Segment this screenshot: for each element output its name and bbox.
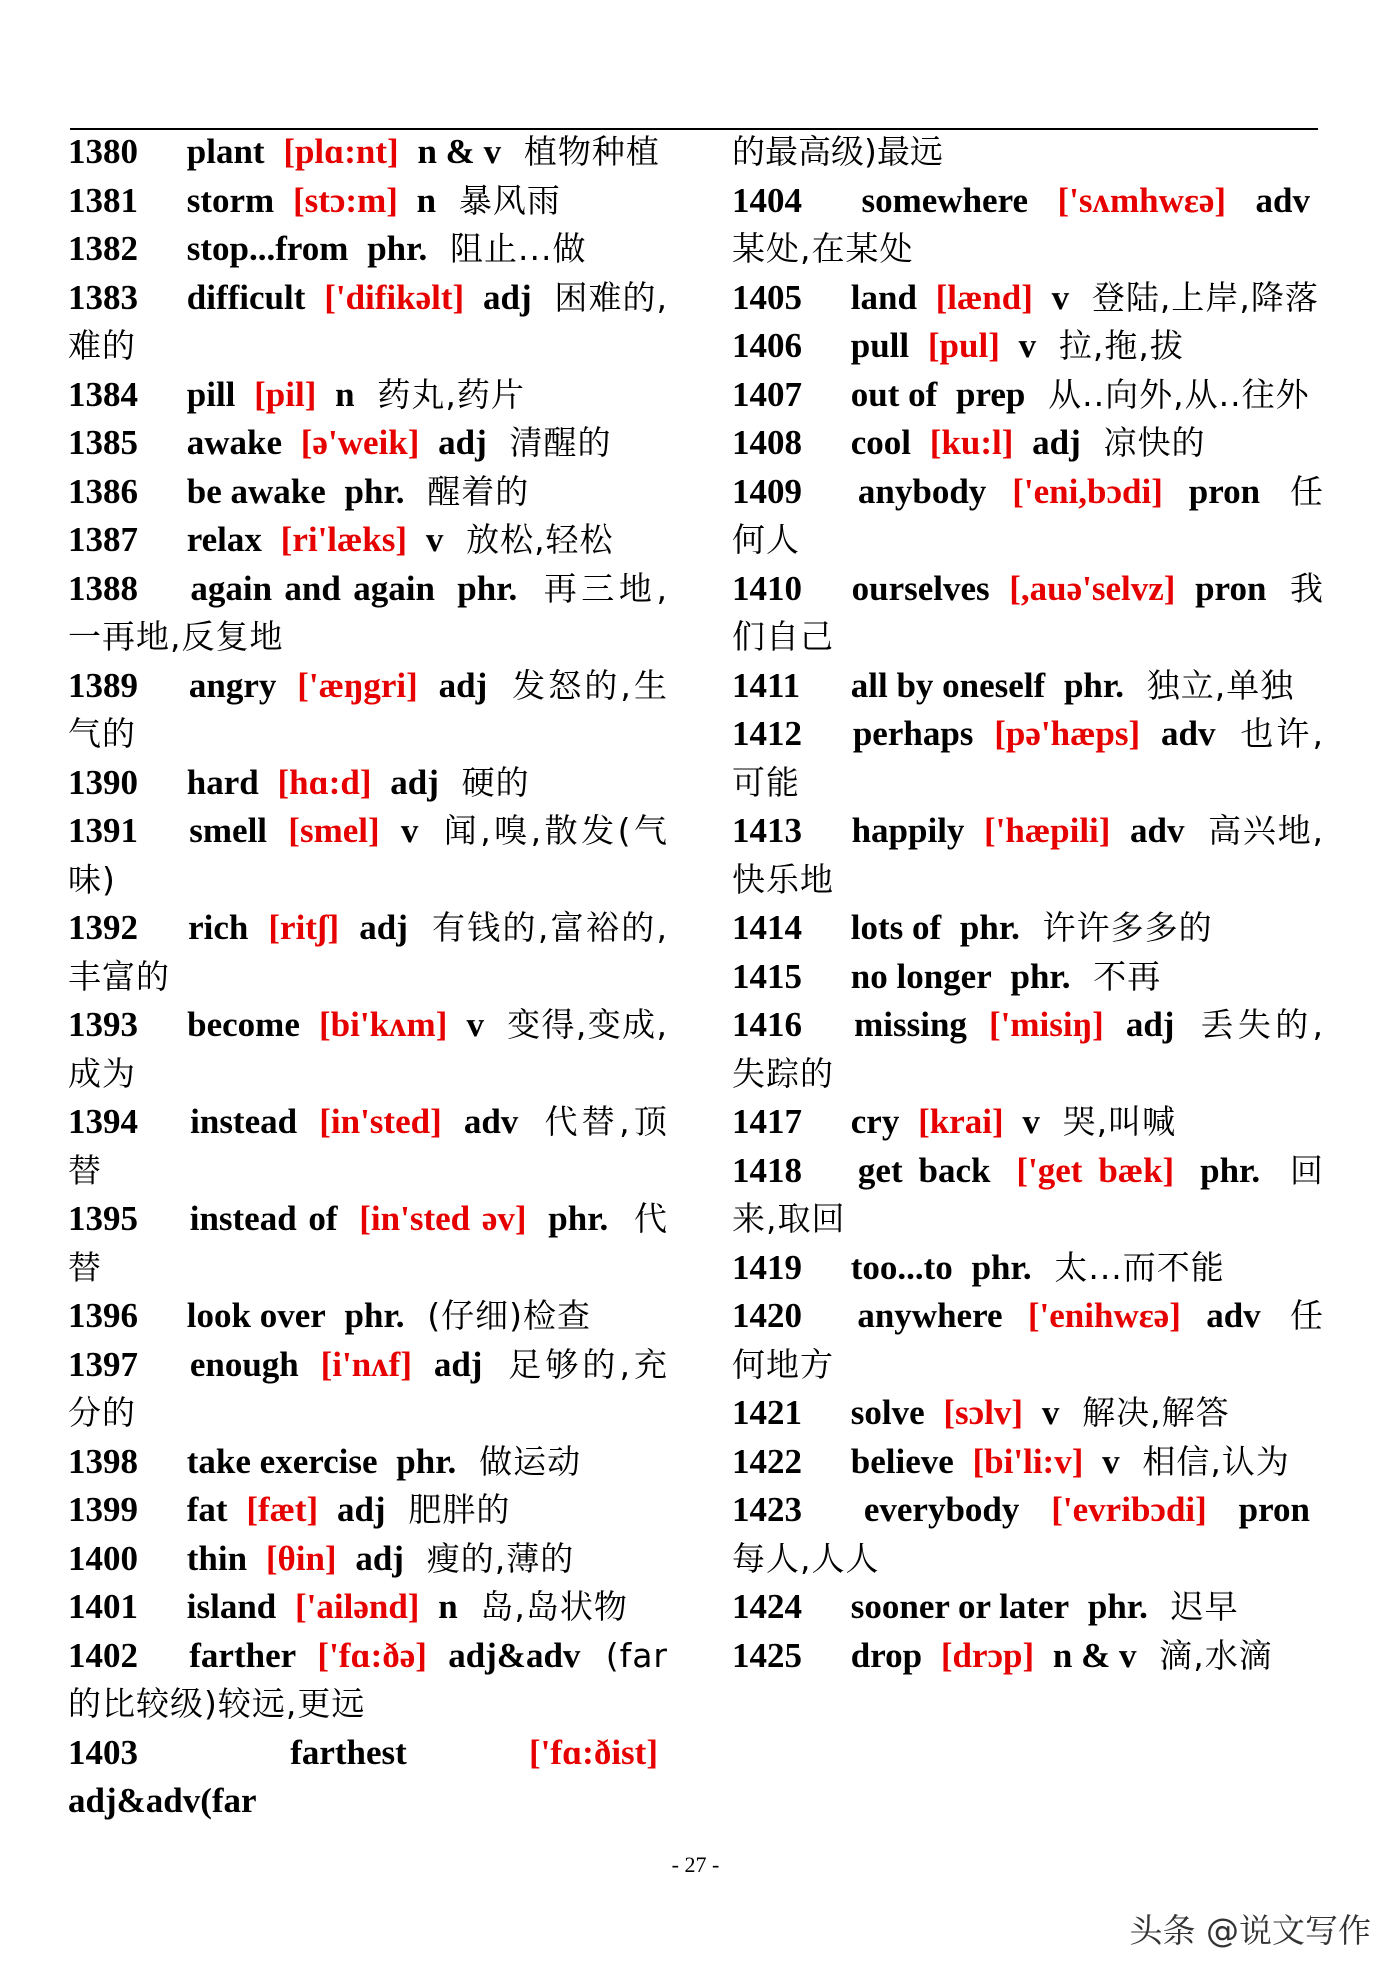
vocab-entry — [68, 1438, 668, 1487]
entry-phonetic: [sɔlv] — [943, 1393, 1024, 1432]
entry-number: 1423 — [732, 1490, 802, 1529]
entry-phonetic: ['difikəlt] — [324, 277, 465, 317]
entry-meaning: 代替,顶替 — [68, 1102, 669, 1190]
entry-word: out of — [850, 374, 938, 414]
entry-number: 1419 — [732, 1247, 802, 1287]
entry-number: 1421 — [732, 1393, 802, 1432]
entry-part-of-speech: phr. — [367, 229, 428, 268]
entry-meaning: 肥胖的 — [408, 1490, 511, 1529]
entry-part-of-speech: adv — [1255, 180, 1310, 220]
entry-meaning: 植物种植 — [523, 132, 660, 171]
entry-part-of-speech: pron — [1188, 471, 1261, 511]
entry-word: pull — [850, 326, 910, 365]
entry-meaning: 放松,轻松 — [466, 520, 614, 559]
entry-part-of-speech: phr. — [548, 1199, 609, 1238]
entry-word: take exercise — [186, 1441, 378, 1481]
entry-phonetic: [i'nʌf] — [320, 1344, 412, 1384]
entry-part-of-speech: v — [400, 811, 419, 850]
entry-meaning: 也许,可能 — [732, 714, 1324, 802]
entry-number: 1394 — [68, 1102, 138, 1141]
entry-number: 1416 — [732, 1005, 802, 1044]
entry-word: look over — [186, 1296, 326, 1335]
entry-part-of-speech: adj — [438, 665, 488, 705]
vocab-entry — [732, 1098, 1324, 1147]
entry-word: anywhere — [857, 1296, 1003, 1335]
vocab-entry — [732, 1292, 1324, 1389]
vocab-entry — [68, 128, 668, 177]
vocab-entry — [68, 468, 668, 517]
entry-word: drop — [850, 1635, 923, 1675]
entry-meaning: 回来,取回 — [732, 1150, 1325, 1238]
entry-part-of-speech: adj — [336, 1490, 386, 1529]
entry-number: 1381 — [68, 180, 138, 220]
entry-word: cool — [850, 423, 912, 462]
vocab-entry — [732, 565, 1324, 662]
entry-phonetic: [drɔp] — [940, 1635, 1035, 1675]
entry-word: be awake — [186, 471, 326, 511]
vocab-entry — [732, 1001, 1324, 1098]
vocab-entry — [68, 807, 668, 904]
entry-number: 1401 — [68, 1587, 138, 1626]
entry-phonetic: [,auə'selvz] — [1009, 568, 1176, 608]
entry-word: again and again — [190, 568, 435, 608]
entry-meaning: 迟早 — [1170, 1587, 1239, 1626]
entry-phonetic: ['enihwεə] — [1027, 1296, 1181, 1335]
vocab-entry — [68, 371, 668, 420]
entry-meaning: 变得,变成,成为 — [68, 1005, 669, 1093]
entry-meaning: 硬的 — [461, 762, 530, 802]
entry-part-of-speech: adj — [390, 762, 439, 802]
entry-phonetic: ['fɑ:ðə] — [317, 1635, 427, 1675]
entry-part-of-speech: v — [1102, 1441, 1120, 1481]
watermark: 头条 @说文写作 — [1129, 1911, 1371, 1950]
entry-number: 1384 — [68, 374, 138, 414]
entry-word: believe — [850, 1441, 954, 1481]
entry-phonetic: [stɔ:m] — [292, 180, 398, 220]
entry-meaning: 暴风雨 — [458, 180, 561, 220]
entry-part-of-speech: phr. — [457, 568, 518, 608]
vocab-entry — [732, 419, 1324, 468]
entry-part-of-speech: prep — [956, 374, 1026, 414]
entry-meaning: 发怒的,生气的 — [68, 665, 669, 753]
entry-number: 1412 — [732, 714, 802, 753]
entry-number: 1417 — [732, 1102, 802, 1141]
right-column — [732, 128, 1324, 1680]
entry-part-of-speech: v — [425, 520, 444, 559]
entry-number: 1388 — [68, 568, 138, 608]
entry-word: plant — [186, 132, 265, 171]
entry-number: 1414 — [732, 908, 802, 947]
entry-part-of-speech: n & v — [1052, 1635, 1137, 1675]
entry-phonetic: [hɑ:d] — [277, 762, 372, 802]
entry-number: 1396 — [68, 1296, 138, 1335]
continuation-label: 的最高级)最远 — [732, 132, 943, 171]
entry-word: rich — [188, 908, 249, 947]
entry-part-of-speech: adj — [355, 1538, 404, 1578]
entry-word: all by oneself — [850, 665, 1046, 705]
entry-part-of-speech: n — [335, 374, 355, 414]
entry-word: farther — [189, 1635, 297, 1675]
entry-number: 1413 — [732, 811, 802, 850]
entry-number: 1407 — [732, 374, 802, 414]
entry-part-of-speech: phr. — [1087, 1587, 1148, 1626]
entry-part-of-speech: v — [466, 1005, 485, 1044]
entry-word: smell — [189, 811, 268, 850]
entry-part-of-speech: phr. — [959, 908, 1020, 947]
entry-word: perhaps — [852, 714, 974, 753]
entry-meaning: 独立,单独 — [1146, 665, 1295, 705]
entry-meaning: 许许多多的 — [1042, 908, 1213, 947]
entry-word: island — [186, 1587, 277, 1626]
left-column — [68, 128, 668, 1826]
entry-phonetic: [ə'weik] — [300, 423, 420, 462]
vocab-entry — [732, 177, 1324, 274]
entry-number: 1398 — [68, 1441, 138, 1481]
entry-phonetic: [bi'kʌm] — [319, 1005, 448, 1044]
entry-phonetic: ['get bæk] — [1016, 1150, 1175, 1190]
entry-word: awake — [186, 423, 283, 462]
entry-number: 1422 — [732, 1441, 802, 1481]
entry-phonetic: [fæt] — [246, 1490, 319, 1529]
entry-meaning: 任何地方 — [732, 1296, 1325, 1384]
entry-meaning: 相信,认为 — [1142, 1441, 1290, 1481]
entry-number: 1410 — [732, 568, 802, 608]
vocab-entry — [68, 565, 668, 662]
vocab-entry — [68, 1486, 668, 1535]
vocab-entry — [68, 1292, 668, 1341]
entry-phonetic: ['æŋgri] — [297, 665, 418, 705]
entry-number: 1404 — [732, 180, 802, 220]
entry-part-of-speech: adv — [1161, 714, 1216, 753]
entry-phonetic: [ku:l] — [929, 423, 1014, 462]
vocab-entry — [732, 1244, 1324, 1293]
entry-meaning: 足够的,充分的 — [68, 1344, 669, 1432]
entry-word: stop...from — [186, 229, 349, 268]
entry-meaning: 拉,拖,拔 — [1058, 326, 1184, 365]
entry-meaning: 药丸,药片 — [377, 374, 525, 414]
vocab-entry — [68, 1098, 668, 1195]
entry-number: 1415 — [732, 956, 802, 996]
entry-meaning: (仔细)检查 — [427, 1296, 592, 1335]
entry-part-of-speech: v — [1022, 1102, 1040, 1141]
entry-meaning: 醒着的 — [427, 471, 530, 511]
vocab-entry — [68, 1195, 668, 1292]
vocab-entry — [68, 1729, 668, 1826]
entry-part-of-speech: adj&adv(far — [68, 1781, 257, 1820]
vocab-entry — [732, 904, 1324, 953]
entry-part-of-speech: adj — [1125, 1005, 1175, 1044]
entry-word: pill — [186, 374, 236, 414]
entry-word: become — [187, 1005, 300, 1044]
entry-number: 1383 — [68, 277, 138, 317]
entry-number: 1397 — [68, 1344, 138, 1384]
entry-number: 1390 — [68, 762, 138, 802]
entry-meaning: 困难的,难的 — [68, 277, 669, 365]
entry-part-of-speech: phr. — [1063, 665, 1124, 705]
entry-part-of-speech: adv — [1130, 811, 1185, 850]
vocab-entry — [732, 371, 1324, 420]
entry-word: instead — [190, 1102, 298, 1141]
entry-meaning: 哭,叫喊 — [1062, 1102, 1177, 1141]
vocab-entry — [732, 1438, 1324, 1487]
entry-word: somewhere — [861, 180, 1029, 220]
entry-phonetic: [pul] — [927, 326, 1000, 365]
vocab-entry — [732, 710, 1324, 807]
entry-number: 1389 — [68, 665, 138, 705]
entry-meaning: 高兴地,快乐地 — [732, 811, 1325, 899]
vocab-entry — [68, 759, 668, 808]
entry-number: 1425 — [732, 1635, 802, 1675]
vocab-entry — [68, 419, 668, 468]
vocab-entry — [68, 1341, 668, 1438]
entry-number: 1400 — [68, 1538, 138, 1578]
entry-phonetic: [ritʃ] — [268, 908, 340, 947]
entry-number: 1418 — [732, 1150, 802, 1190]
entry-word: happily — [851, 811, 965, 850]
entry-word: thin — [186, 1538, 248, 1578]
vocab-entry — [732, 274, 1324, 323]
entry-number: 1393 — [68, 1005, 138, 1044]
entry-word: ourselves — [851, 568, 990, 608]
entry-number: 1391 — [68, 811, 138, 850]
entry-part-of-speech: adv — [1206, 1296, 1261, 1335]
entry-meaning: 太...而不能 — [1054, 1247, 1225, 1287]
entry-number: 1380 — [68, 132, 138, 171]
entry-phonetic: [plɑ:nt] — [283, 132, 399, 171]
entry-meaning: 清醒的 — [509, 423, 612, 462]
vocab-entry — [732, 1389, 1324, 1438]
entry-word: anybody — [857, 471, 987, 511]
entry-word: storm — [186, 180, 275, 220]
entry-meaning: 不再 — [1093, 956, 1162, 996]
entry-number: 1385 — [68, 423, 138, 462]
entry-meaning: 滴,水滴 — [1159, 1635, 1273, 1675]
entry-number: 1392 — [68, 908, 138, 947]
entry-part-of-speech: n — [438, 1587, 458, 1626]
entry-number: 1420 — [732, 1296, 802, 1335]
entry-word: difficult — [186, 277, 306, 317]
vocab-entry — [68, 662, 668, 759]
entry-part-of-speech: adv — [463, 1102, 519, 1141]
entry-meaning: 闻,嗅,散发(气味) — [68, 811, 669, 899]
vocab-entry — [68, 1632, 668, 1729]
entry-number: 1387 — [68, 520, 138, 559]
entry-part-of-speech: adj — [433, 1344, 483, 1384]
entry-meaning: 我们自己 — [732, 568, 1325, 656]
entry-part-of-speech: v — [1041, 1393, 1060, 1432]
vocab-entry — [68, 274, 668, 371]
entry-meaning: 再三地,一再地,反复地 — [68, 568, 669, 656]
vocab-entry — [68, 225, 668, 274]
entry-phonetic: [pil] — [254, 374, 317, 414]
continuation-text — [732, 128, 1324, 177]
entry-phonetic: [in'sted əv] — [359, 1199, 527, 1238]
entry-phonetic: ['sʌmhwεə] — [1057, 180, 1227, 220]
entry-number: 1411 — [732, 665, 801, 705]
entry-part-of-speech: adj — [1032, 423, 1081, 462]
vocab-entry — [732, 662, 1324, 711]
entry-word: missing — [854, 1005, 967, 1044]
entry-word: farthest — [290, 1732, 407, 1772]
vocab-entry — [68, 516, 668, 565]
entry-meaning: 做运动 — [479, 1441, 582, 1481]
entry-number: 1403 — [68, 1732, 138, 1772]
vocab-entry — [732, 1583, 1324, 1632]
entry-word: cry — [850, 1102, 900, 1141]
entry-word: enough — [189, 1344, 299, 1384]
vocab-entry — [732, 807, 1324, 904]
entry-meaning: 丢失的,失踪的 — [732, 1005, 1325, 1093]
entry-phonetic: ['misiŋ] — [989, 1005, 1104, 1044]
vocab-entry — [68, 1001, 668, 1098]
entry-part-of-speech: pron — [1238, 1490, 1310, 1529]
entry-meaning: 任何人 — [732, 471, 1325, 559]
entry-number: 1402 — [68, 1635, 138, 1675]
vocab-entry — [732, 1632, 1324, 1681]
entry-part-of-speech: v — [1018, 326, 1037, 365]
vocab-entry — [732, 322, 1324, 371]
entry-phonetic: [in'sted] — [319, 1102, 442, 1141]
entry-part-of-speech: pron — [1195, 568, 1267, 608]
entry-number: 1399 — [68, 1490, 138, 1529]
entry-meaning: 某处,在某处 — [732, 229, 914, 268]
entry-number: 1395 — [68, 1199, 138, 1238]
entry-phonetic: ['fɑ:ðist] — [529, 1732, 658, 1772]
entry-meaning: 每人,人人 — [732, 1538, 880, 1578]
page-number: - 27 - — [671, 1852, 720, 1877]
entry-phonetic: ['ailənd] — [295, 1587, 420, 1626]
entry-phonetic: [bi'li:v] — [972, 1441, 1084, 1481]
entry-part-of-speech: phr. — [344, 1296, 405, 1335]
entry-meaning: 从..向外,从..往外 — [1048, 374, 1310, 414]
entry-word: relax — [186, 520, 262, 559]
entry-part-of-speech: phr. — [344, 471, 405, 511]
vocab-entry — [732, 1486, 1324, 1583]
entry-part-of-speech: adj — [438, 423, 487, 462]
entry-word: solve — [850, 1393, 925, 1432]
vocab-entry — [732, 953, 1324, 1002]
entry-phonetic: [θin] — [265, 1538, 337, 1578]
entry-word: land — [850, 277, 917, 317]
vocab-entry — [732, 468, 1324, 565]
entry-phonetic: [ri'læks] — [280, 520, 408, 559]
entry-phonetic: ['evribɔdi] — [1051, 1490, 1207, 1529]
entry-part-of-speech: phr. — [971, 1247, 1032, 1287]
vocab-entry — [68, 1535, 668, 1584]
entry-number: 1406 — [732, 326, 802, 365]
vocab-entry — [68, 904, 668, 1001]
entry-meaning: 代替 — [68, 1199, 668, 1287]
entry-part-of-speech: adj — [482, 277, 532, 317]
entry-meaning: 岛,岛状物 — [480, 1587, 628, 1626]
entry-word: get back — [857, 1150, 991, 1190]
entry-part-of-speech: v — [1051, 277, 1070, 317]
entry-meaning: 登陆,上岸,降落 — [1091, 277, 1319, 317]
entry-part-of-speech: phr. — [396, 1441, 457, 1481]
entry-word: sooner or later — [850, 1587, 1070, 1626]
entry-meaning: 阻止...做 — [449, 229, 587, 268]
vocab-entry — [68, 1583, 668, 1632]
entry-number: 1424 — [732, 1587, 802, 1626]
entry-meaning: 有钱的,富裕的,丰富的 — [68, 908, 669, 996]
entry-word: no longer — [850, 956, 992, 996]
entry-part-of-speech: phr. — [1010, 956, 1071, 996]
entry-number: 1405 — [732, 277, 802, 317]
entry-phonetic: [pə'hæps] — [994, 714, 1141, 753]
entry-part-of-speech: n & v — [417, 132, 502, 171]
entry-word: angry — [188, 665, 277, 705]
entry-phonetic: [smel] — [288, 811, 380, 850]
entry-part-of-speech: adj — [359, 908, 408, 947]
entry-number: 1386 — [68, 471, 138, 511]
entry-part-of-speech: n — [416, 180, 437, 220]
entry-word: too...to — [850, 1247, 953, 1287]
entry-meaning: 解决,解答 — [1082, 1393, 1230, 1432]
entry-part-of-speech: adj&adv — [448, 1635, 581, 1675]
entry-word: everybody — [863, 1490, 1020, 1529]
entry-number: 1382 — [68, 229, 138, 268]
entry-word: lots of — [850, 908, 942, 947]
entry-meaning: (far的比较级)较远,更远 — [68, 1635, 668, 1723]
entry-phonetic: ['hæpili] — [984, 811, 1111, 850]
entry-word: hard — [186, 762, 259, 802]
entry-number: 1408 — [732, 423, 802, 462]
entry-word: instead of — [189, 1199, 338, 1238]
entry-part-of-speech: phr. — [1200, 1150, 1261, 1190]
entry-meaning: 凉快的 — [1103, 423, 1206, 462]
entry-meaning: 瘦的,薄的 — [426, 1538, 575, 1578]
entry-phonetic: [lænd] — [935, 277, 1033, 317]
entry-phonetic: ['eni,bɔdi] — [1012, 471, 1163, 511]
vocab-entry — [68, 177, 668, 226]
vocab-entry — [732, 1147, 1324, 1244]
entry-number: 1409 — [732, 471, 802, 511]
entry-phonetic: [krai] — [918, 1102, 1004, 1141]
entry-word: fat — [186, 1490, 228, 1529]
